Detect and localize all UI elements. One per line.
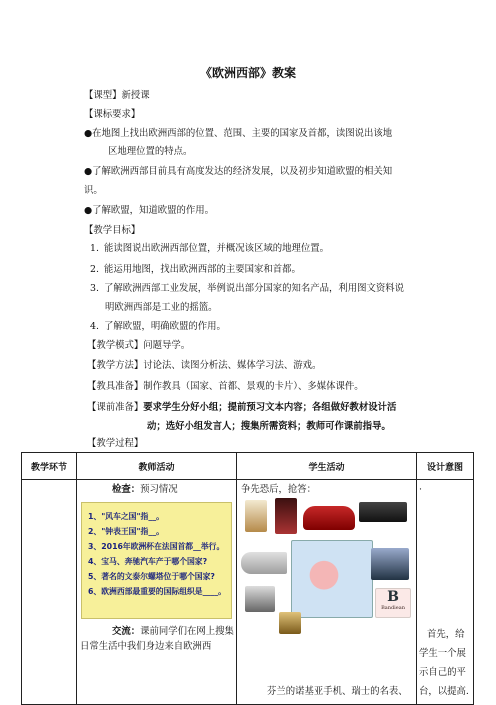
- intent-line: 台，以提高.: [419, 686, 469, 697]
- intent-line: 学生一个展: [419, 648, 466, 659]
- europe-map-photo: [291, 540, 373, 618]
- teaching-process-table: [21, 452, 474, 705]
- train-photo: [371, 548, 409, 580]
- header-student: 学生活动: [237, 453, 417, 480]
- table-row: [22, 480, 474, 705]
- quiz-question: 5、著名的文泰尔螺塔位于哪个国家?: [88, 572, 215, 581]
- product-photo-collage: [241, 496, 411, 666]
- airplane-photo: [241, 552, 287, 574]
- objectives-label: 【教学目标】: [84, 225, 141, 236]
- student-answer-line: 争先恐后，抢答：: [241, 484, 317, 495]
- quiz-question: 2、"钟表王国"指__。: [88, 527, 164, 536]
- student-products-line: 芬兰的诺基亚手机、瑞士的名表、: [267, 686, 408, 697]
- standards-item-cont: 识。: [84, 185, 103, 196]
- quiz-question: 1、"风车之国"指__。: [88, 512, 164, 521]
- pre-class-preparation: 【课前准备】要求学生分好小组；提前预习文本内容；各组做好教材设计活: [87, 402, 397, 413]
- intent-line: 示自己的平: [419, 667, 466, 678]
- teaching-methods: 【教学方法】讨论法、读图分析法、媒体学习法、游戏。: [87, 360, 322, 371]
- standards-item: ●了解欧盟，知道欧盟的作用。: [84, 205, 215, 216]
- standards-item-cont: 区地理位置的特点。: [108, 146, 193, 157]
- table-header-row: [22, 453, 474, 480]
- chocolate-photo: [279, 612, 301, 634]
- quiz-question: 6、欧洲西部最重要的国际组织是____。: [88, 587, 226, 596]
- teaching-tools: 【教具准备】制作教具（国家、首都、景观的卡片）、多媒体课件。: [87, 381, 364, 392]
- teacher-cell: [77, 480, 237, 705]
- standards-item: ●了解欧洲西部目前具有高度发达的经济发展，以及初步知道欧盟的相关知: [84, 166, 393, 177]
- teaching-mode: 【教学模式】问题导学。: [87, 340, 191, 351]
- objective-item: 3. 了解欧洲西部工业发展，举例说出部分国家的知名产品，利用图文资料说: [90, 283, 404, 294]
- exchange-line: 交流：课前同学们在网上搜集: [112, 626, 234, 637]
- preview-quiz-card: [81, 502, 232, 619]
- header-intent: 设计意图: [417, 453, 474, 480]
- phone-photo: [359, 502, 407, 522]
- stage-cell: [22, 480, 77, 705]
- objective-item: 4. 了解欧盟，明确欧盟的作用。: [90, 321, 226, 332]
- quiz-question: 4、宝马、奔驰汽车产于哪个国家?: [88, 557, 208, 566]
- watch-photo: [245, 586, 275, 612]
- brand-logo-photo: B Bandiean: [375, 588, 411, 618]
- exchange-line-cont: 日常生活中我们身边来自欧洲西: [80, 641, 212, 652]
- objective-item: 2. 能运用地图，找出欧洲西部的主要国家和首都。: [90, 264, 301, 275]
- check-line: 检查：预习情况: [112, 484, 178, 495]
- quiz-question: 3、2016年欧洲杯在法国首都__举行。: [88, 542, 225, 551]
- intent-dot: ·: [419, 484, 422, 495]
- objective-item-cont: 明欧洲西部是工业的摇篮。: [105, 302, 218, 313]
- wine-bottle-photo: [275, 498, 297, 534]
- header-stage: 教学环节: [22, 453, 77, 480]
- standards-item: ●在地图上找出欧洲西部的位置、范围、主要的国家及首都，读图说出该地: [84, 128, 393, 139]
- intent-cell: [417, 480, 474, 705]
- objective-item: 1. 能读图说出欧洲西部位置，并概况该区域的地理位置。: [90, 243, 329, 254]
- pre-class-preparation-cont: 动；选好小组发言人；搜集所需资料；教师可作课前指导。: [147, 421, 391, 432]
- sports-car-photo: [303, 506, 355, 530]
- intent-line: 首先，给: [427, 629, 465, 640]
- process-label: 【教学过程】: [87, 438, 144, 449]
- student-cell: [237, 480, 417, 705]
- document-title: 《欧洲西部》教案: [199, 66, 296, 80]
- perfume-bottle-photo: [245, 500, 267, 532]
- lesson-type: 【课型】新授课: [84, 90, 150, 101]
- standards-label: 【课标要求】: [84, 109, 141, 120]
- header-teacher: 教师活动: [77, 453, 237, 480]
